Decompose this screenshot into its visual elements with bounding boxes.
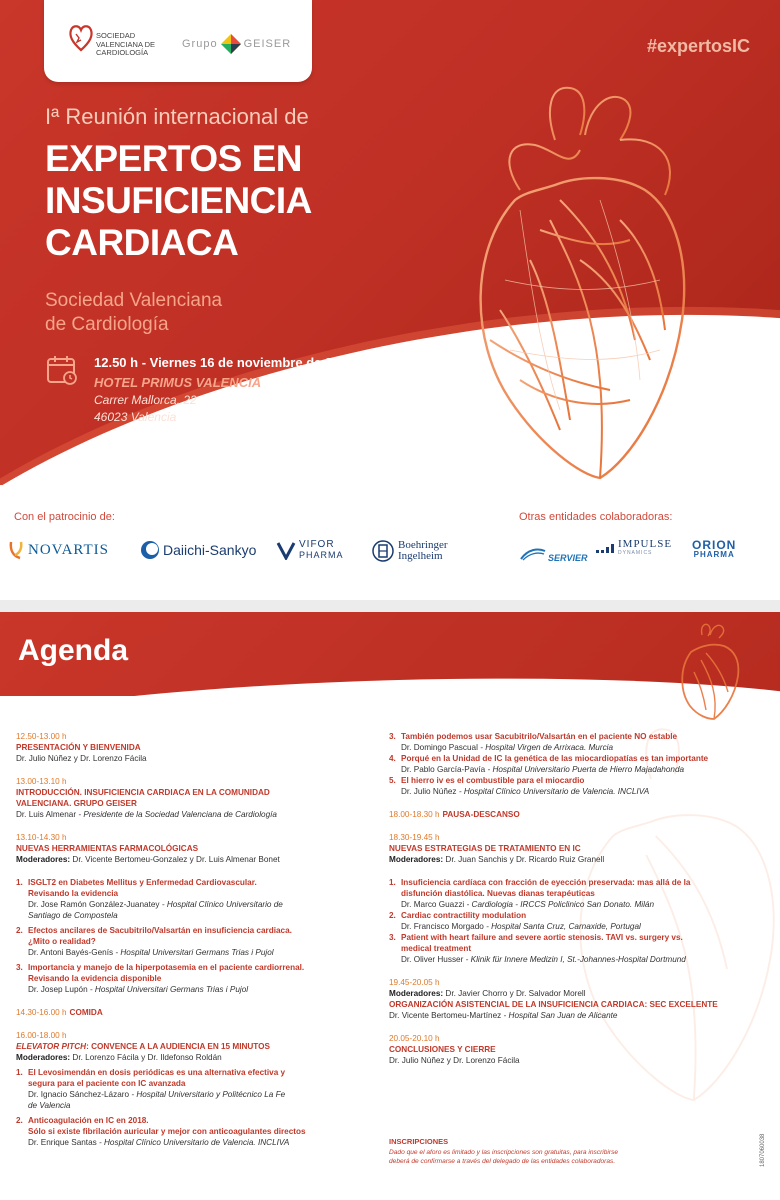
speaker-affiliation: - Cardiologia - IRCCS Policlinico San Donato. Milán <box>466 900 655 909</box>
sponsors-band <box>0 485 780 600</box>
daiichi-mark-icon <box>140 540 160 560</box>
inscripciones-text: deberá de confirmarse a través del delegado de las entidades colaboradoras. <box>389 1158 616 1165</box>
talk-title: Patient with heart failure and severe aortic stenosis. TAVI vs. surgery vs. <box>401 933 683 942</box>
novartis-name: NOVARTIS <box>28 541 110 558</box>
talk-number: 2. <box>16 926 23 935</box>
svc-logo <box>68 20 176 58</box>
talk-number: 4. <box>389 754 396 763</box>
talk-title: medical treatment <box>401 944 472 953</box>
servier-mark-icon <box>520 547 546 561</box>
session-moderators <box>16 854 372 865</box>
svc-logo-text: SOCIEDAD VALENCIANA DE CARDIOLOGÍA <box>96 31 156 57</box>
session-time: 20.05-20.10 h <box>389 1034 440 1043</box>
talk-speaker <box>16 1137 372 1148</box>
session-title <box>16 1041 372 1052</box>
speaker-name: Dr. Francisco Morgado <box>401 922 484 931</box>
talk-speaker <box>16 984 372 995</box>
talk-item <box>16 925 372 947</box>
moderators-names: Dr. Juan Sanchis y Dr. Ricardo Ruiz Granell <box>445 855 605 864</box>
moderators-label: Moderadores: <box>16 1053 71 1062</box>
session-title: VALENCIANA. GRUPO GEISER <box>16 799 137 808</box>
talk-item <box>389 775 769 786</box>
inscripciones-title: INSCRIPCIONES <box>389 1137 449 1146</box>
talk-title: ¿Mito o realidad? <box>28 937 96 946</box>
cover-subtitle <box>45 289 222 337</box>
session-speaker <box>16 809 372 820</box>
talk-item <box>389 877 769 899</box>
talk-item <box>16 877 372 899</box>
heart-illustration <box>460 80 690 480</box>
session-time: 16.00-18.00 h <box>16 1031 67 1040</box>
cover-subtitle-line: de Cardiología <box>45 314 169 335</box>
session-speaker: Dr. Julio Núñez y Dr. Lorenzo Fácila <box>16 754 147 763</box>
speaker-affiliation: - Hospital Virgen de Arrixaca. Murcia <box>480 743 614 752</box>
cover-title-line: CARDIACA <box>45 222 239 263</box>
talk-title: Porqué en la Unidad de IC la genética de las miocardiopatías es tan importante <box>401 754 709 763</box>
agenda-right-column <box>389 731 769 1066</box>
talk-title: disfunción diastólica. Nuevas dianas terapéuticas <box>401 889 595 898</box>
event-datetime: 12.50 h - Viernes 16 de noviembre de 2018 <box>94 355 354 370</box>
talk-title: También podemos usar Sacubitrilo/Valsartán en el paciente NO estable <box>401 732 678 741</box>
talk-speaker <box>389 786 769 797</box>
session-title: NUEVAS HERRAMIENTAS FARMACOLÓGICAS <box>16 844 199 853</box>
speaker-affiliation: - Hospital Clínico Universitario de <box>161 900 283 909</box>
servier-logo <box>520 545 588 563</box>
talk-number: 2. <box>389 911 396 920</box>
impulse-sub: DYNAMICS <box>618 550 653 556</box>
impulse-mark-icon <box>596 543 616 555</box>
inscripciones-text: Dado que el aforo es limitado y las inscripciones son gratuitas, para inscribirse <box>389 1149 619 1156</box>
boehringer-text <box>398 540 447 562</box>
session-title: PAUSA-DESCANSO <box>442 810 520 819</box>
speaker-name: Dr. Ignacio Sánchez-Lázaro <box>28 1090 130 1099</box>
talk-title: ISGLT2 en Diabetes Mellitus y Enfermedad Cardiovascular. <box>28 878 257 887</box>
speaker-affiliation: - Hospital San Juan de Alicante <box>503 1011 618 1020</box>
geiser-name: GEISER <box>243 38 292 50</box>
moderators-names: Dr. Vicente Bertomeu-Gonzalez y Dr. Luis Almenar Bonet <box>72 855 280 864</box>
talk-item <box>16 1067 372 1089</box>
daiichi-name: Daiichi-Sankyo <box>163 542 257 558</box>
logo-card <box>44 0 312 82</box>
impulse-name: IMPULSE <box>618 538 673 550</box>
session-title: PRESENTACIÓN Y BIENVENIDA <box>16 743 141 752</box>
session-title: NUEVAS ESTRATEGIAS DE TRATAMIENTO EN IC <box>389 844 581 853</box>
session-moderators <box>16 1052 372 1063</box>
moderators-names: Dr. Javier Chorro y Dr. Salvador Morell <box>445 989 586 998</box>
session-time: 19.45-20.05 h <box>389 978 440 987</box>
novartis-logo <box>8 540 109 560</box>
talk-title: Anticoagulación en IC en 2018. <box>28 1116 149 1125</box>
cover-title-line: INSUFICIENCIA <box>45 180 312 221</box>
talk-title: Cardiac contractility modulation <box>401 911 527 920</box>
geiser-prefix: Grupo <box>182 38 218 50</box>
speaker-name: Dr. Luis Almenar <box>16 810 77 819</box>
session-speaker: Dr. Julio Núñez y Dr. Lorenzo Fácila <box>389 1056 520 1065</box>
speaker-affiliation: Santiago de Compostela <box>28 911 118 920</box>
agenda-page <box>0 612 780 1200</box>
talk-item <box>389 910 769 921</box>
session-row <box>389 809 769 820</box>
talk-title: segura para el paciente con IC avanzada <box>28 1079 186 1088</box>
cover-subtitle-line: Sociedad Valenciana <box>45 290 223 311</box>
boehringer-mark-icon <box>372 540 394 562</box>
svc-heart-icon <box>68 20 94 56</box>
talk-item <box>16 1115 372 1137</box>
moderators-label: Moderadores: <box>389 855 444 864</box>
event-venue: HOTEL PRIMUS VALENCIA <box>94 375 262 390</box>
session-title-rest: : CONVENCE A LA AUDIENCIA EN 15 MINUTOS <box>86 1042 270 1051</box>
session-time: 18.00-18.30 h <box>389 810 440 819</box>
hashtag: #expertosIC <box>646 36 750 56</box>
talk-number: 1. <box>389 878 396 887</box>
talk-number: 3. <box>389 732 396 741</box>
talk-title: El Levosimendán en dosis periódicas es una alternativa efectiva y <box>28 1068 286 1077</box>
page-gap <box>0 600 780 612</box>
talk-title: Importancia y manejo de la hiperpotasemia en el paciente cardiorrenal. <box>28 963 305 972</box>
boehringer-logo <box>372 540 447 562</box>
calendar-icon <box>46 354 78 386</box>
event-city: 46023 Valencia <box>94 410 177 424</box>
talk-item <box>389 731 769 742</box>
session-time: 13.00-13.10 h <box>16 777 67 786</box>
speaker-name: Dr. Josep Lupón <box>28 985 88 994</box>
talk-speaker <box>16 910 372 921</box>
talk-speaker <box>16 1100 372 1111</box>
talk-title: Efectos ancilares de Sacubitrilo/Valsartán en insuficiencia cardiaca. <box>28 926 292 935</box>
ingelheim-name: Ingelheim <box>398 550 443 562</box>
talk-speaker <box>16 1089 372 1100</box>
speaker-affiliation: - Hospital Universitario Puerta de Hierro Majadahonda <box>487 765 685 774</box>
session-row <box>16 1007 372 1018</box>
session-speaker <box>389 1010 769 1021</box>
talk-title: Revisando la evidencia disponible <box>28 974 162 983</box>
daiichi-logo <box>140 540 256 560</box>
cover <box>0 0 780 485</box>
speaker-name: Dr. Vicente Bertomeu-Martínez <box>389 1011 502 1020</box>
speaker-name: Dr. Pablo García-Pavía <box>401 765 486 774</box>
talk-number: 2. <box>16 1116 23 1125</box>
vifor-pharma: PHARMA <box>299 550 344 560</box>
agenda-heart-icon <box>676 620 740 720</box>
speaker-affiliation: - Hospital Santa Cruz, Carnaxide, Portugal <box>486 922 641 931</box>
speaker-name: Dr. Domingo Pascual <box>401 743 478 752</box>
speaker-name: Dr. Jose Ramón González-Juanatey <box>28 900 160 909</box>
collab-label: Otras entidades colaboradoras: <box>519 511 673 523</box>
session-title: CONCLUSIONES Y CIERRE <box>389 1045 496 1054</box>
talk-speaker <box>389 954 769 965</box>
talk-title: Revisando la evidencia <box>28 889 119 898</box>
session-moderators <box>389 988 769 999</box>
talk-number: 1. <box>16 878 23 887</box>
session-moderators <box>389 854 769 865</box>
session-time: 18.30-19.45 h <box>389 833 440 842</box>
inscripciones <box>389 1137 689 1166</box>
vifor-text <box>299 540 344 560</box>
geiser-mark-icon <box>220 33 242 55</box>
talk-speaker <box>16 947 372 958</box>
talk-speaker <box>389 899 769 910</box>
talk-title: Sólo si existe fibrilación auricular y mejor con anticoagulantes directos <box>28 1127 306 1136</box>
speaker-affiliation: - Presidente de la Sociedad Valenciana de Cardiología <box>78 810 277 819</box>
session-time: 13.10-14.30 h <box>16 833 67 842</box>
speaker-name: Dr. Enrique Santas <box>28 1138 97 1147</box>
cover-title <box>45 138 312 264</box>
vifor-mark-icon <box>276 540 296 560</box>
talk-speaker <box>16 899 372 910</box>
orion-name: ORION <box>692 538 737 552</box>
speaker-name: Dr. Antoni Bayés-Genís <box>28 948 114 957</box>
document-code: 1807060038 <box>760 1133 766 1167</box>
speaker-affiliation: - Hospital Universitari Germans Trias i Pujol <box>89 985 249 994</box>
moderators-names: Dr. Lorenzo Fácila y Dr. Ildefonso Roldán <box>72 1053 222 1062</box>
impulse-logo <box>596 540 672 558</box>
cover-kicker: Iª Reunión internacional de <box>45 104 309 129</box>
session-title: ORGANIZACIÓN ASISTENCIAL DE LA INSUFICIENCIA CARDIACA: SEC EXCELENTE <box>389 1000 718 1009</box>
talk-item <box>16 962 372 984</box>
speaker-name: Dr. Julio Núñez <box>401 787 457 796</box>
vifor-name: VIFOR <box>299 539 335 550</box>
moderators-label: Moderadores: <box>389 989 444 998</box>
moderators-label: Moderadores: <box>16 855 71 864</box>
talk-number: 3. <box>389 933 396 942</box>
speaker-affiliation: de Valencia <box>28 1101 71 1110</box>
talk-item <box>389 753 769 764</box>
talk-speaker <box>389 742 769 753</box>
session-title: COMIDA <box>69 1008 103 1017</box>
servier-name: SERVIER <box>548 553 588 563</box>
talk-title: Insuficiencia cardíaca con fracción de eyección preservada: mas allá de la <box>401 878 691 887</box>
orion-text <box>692 540 736 560</box>
boehringer-name: Boehringer <box>398 539 448 551</box>
orion-pharma: PHARMA <box>693 550 735 559</box>
talk-title: El hierro iv es el combustible para el miocardio <box>401 776 585 785</box>
event-street: Carrer Mallorca, 22 <box>94 393 197 407</box>
novartis-mark-icon <box>8 540 24 560</box>
sponsor-label: Con el patrocinio de: <box>14 511 115 523</box>
talk-item <box>389 932 769 954</box>
vifor-logo <box>276 540 344 560</box>
geiser-logo <box>182 33 291 55</box>
talk-number: 3. <box>16 963 23 972</box>
talk-speaker <box>389 921 769 932</box>
talk-speaker <box>389 764 769 775</box>
speaker-name: Dr. Marco Guazzi <box>401 900 465 909</box>
session-time: 12.50-13.00 h <box>16 732 67 741</box>
speaker-affiliation: - Hospital Clínico Universitario de Valencia. INCLIVA <box>99 1138 290 1147</box>
session-title: INTRODUCCIÓN. INSUFICIENCIA CARDIACA EN LA COMUNIDAD <box>16 788 270 797</box>
speaker-name: Dr. Oliver Husser <box>401 955 464 964</box>
speaker-affiliation: - Klinik für Innere Medizin I, St.-Johannes-Hospital Dortmund <box>465 955 686 964</box>
orion-logo <box>692 540 736 560</box>
speaker-affiliation: - Hospital Clínico Universitario de Valencia. INCLIVA <box>458 787 650 796</box>
speaker-affiliation: - Hospital Universitari Germans Trias i Pujol <box>115 948 274 957</box>
session-time: 14.30-16.00 h <box>16 1008 67 1017</box>
agenda-left-column <box>16 731 372 1148</box>
talk-number: 1. <box>16 1068 23 1077</box>
session-title-italic: ELEVATOR PITCH <box>16 1042 87 1051</box>
talk-number: 5. <box>389 776 396 785</box>
impulse-text <box>618 540 672 558</box>
agenda-title: Agenda <box>18 634 129 667</box>
cover-title-line: EXPERTOS EN <box>45 138 303 179</box>
speaker-affiliation: - Hospital Universitario y Politécnico La Fe <box>131 1090 286 1099</box>
